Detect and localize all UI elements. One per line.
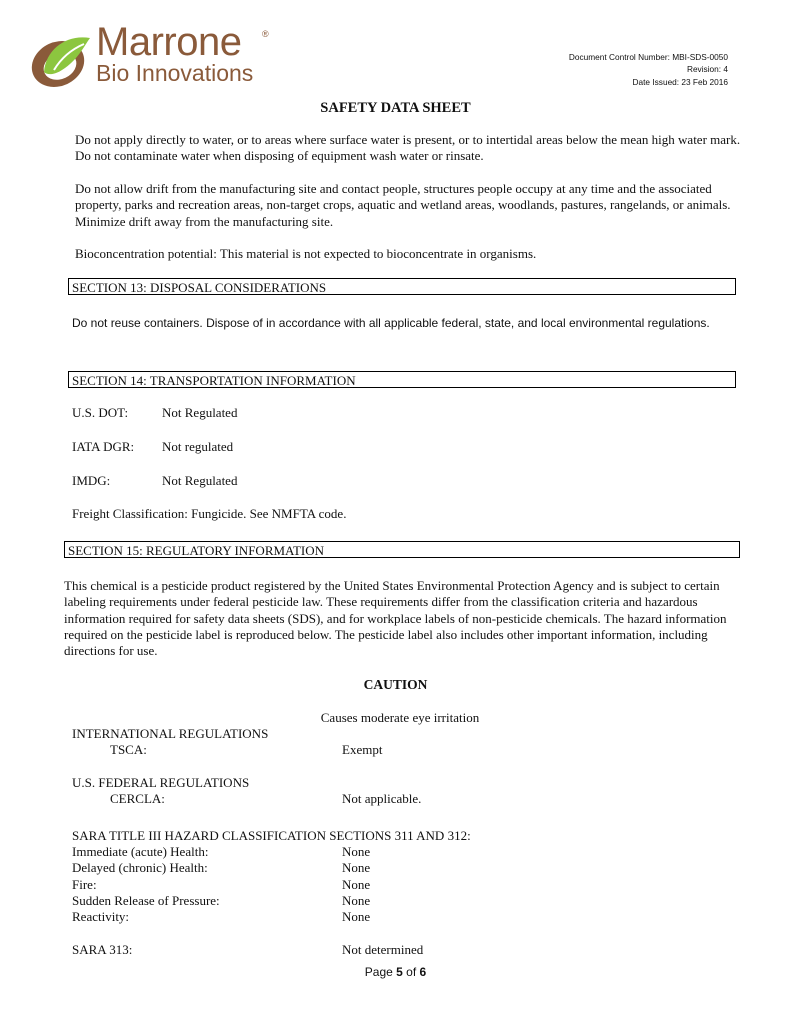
page-title: SAFETY DATA SHEET [320, 100, 471, 116]
sara-value-pressure: None [342, 893, 371, 908]
cercla-value: Not applicable. [342, 791, 422, 806]
sara-label-reactivity: Reactivity: [72, 909, 130, 924]
sara-value-delayed: None [342, 860, 371, 875]
sara-label-fire: Fire: [72, 877, 97, 892]
sara-value-reactivity: None [342, 909, 371, 924]
transport-value-iata: Not regulated [162, 439, 234, 454]
sara-313-label: SARA 313: [72, 942, 133, 957]
intro-paragraph-3: Bioconcentration potential: This material is not expected to bioconcentrate in organisms. [75, 246, 537, 261]
page-of: of [402, 965, 420, 979]
caution-text: Causes moderate eye irritation [320, 710, 480, 725]
tsca-value: Exempt [342, 742, 383, 757]
transport-value-usdot: Not Regulated [162, 405, 238, 420]
page-number [0, 965, 791, 979]
section-13-heading: SECTION 13: DISPOSAL CONSIDERATIONS [68, 278, 736, 295]
section-13-text [72, 315, 740, 331]
freight-classification: Freight Classification: Fungicide. See NMFTA code. [72, 506, 347, 521]
sara-value-fire: None [342, 877, 371, 892]
revision: Revision: 4 [686, 64, 728, 75]
sara-313-value: Not determined [342, 942, 424, 957]
transport-value-imdg: Not Regulated [162, 473, 238, 488]
transport-label-usdot: U.S. DOT: [72, 405, 129, 420]
international-regulations-heading: INTERNATIONAL REGULATIONS [72, 726, 269, 741]
section-15-heading: SECTION 15: REGULATORY INFORMATION [64, 541, 740, 558]
section-14-heading: SECTION 14: TRANSPORTATION INFORMATION [68, 371, 736, 388]
sara-label-immediate: Immediate (acute) Health: [72, 844, 209, 859]
tsca-label: TSCA: [110, 742, 147, 757]
page-current: 5 [396, 965, 403, 979]
page-prefix: Page [364, 965, 397, 979]
brand-name: Marrone [96, 20, 242, 64]
page-total: 6 [419, 965, 427, 979]
sara-label-pressure: Sudden Release of Pressure: [72, 893, 220, 908]
transport-label-imdg: IMDG: [72, 473, 111, 488]
document-control-block [569, 51, 728, 88]
section-13-body: Do not reuse containers. Dispose of in accordance with all applicable federal, state, and local environmental regulations. [72, 316, 710, 330]
sara-heading: SARA TITLE III HAZARD CLASSIFICATION SECTIONS 311 AND 312: [72, 828, 471, 843]
transport-label-iata: IATA DGR: [72, 439, 135, 454]
document-control-number: Document Control Number: MBI-SDS-0050 [568, 52, 728, 62]
registered-mark: ® [262, 29, 269, 39]
caution-heading: CAUTION [363, 677, 428, 692]
cercla-label: CERCLA: [110, 791, 165, 806]
sara-label-delayed: Delayed (chronic) Health: [72, 860, 208, 875]
section-15-text: This chemical is a pesticide product registered by the United States Environmental Protection Agency and is subject to certain labeling requirements under federal pesticide law. These requirements differ from the classification criteria and hazardous information required for safety data sheets (SDS), and for workplace labels of non-pesticide chemicals. The hazard information required on the pesticide label is reproduced below. The pesticide label also includes other important information, including directions for use. [64, 578, 727, 659]
sara-value-immediate: None [342, 844, 371, 859]
date-issued: Date Issued: 23 Feb 2016 [632, 76, 728, 87]
intro-paragraph-2: Do not allow drift from the manufacturing site and contact people, structures people occupy at any time and the associated property, parks and recreation areas, non-target crops, aquatic and wetland areas, woodlands, pastures, rangelands, or animals. Minimize drift away from the manufacturing site. [75, 181, 731, 229]
brand-subtitle: Bio Innovations [96, 60, 254, 86]
intro-paragraph-1: Do not apply directly to water, or to areas where surface water is present, or to intertidal areas below the mean high water mark. Do not contaminate water when disposing of equipment wash water or rinsate. [75, 132, 741, 164]
federal-regulations-heading: U.S. FEDERAL REGULATIONS [72, 775, 250, 790]
